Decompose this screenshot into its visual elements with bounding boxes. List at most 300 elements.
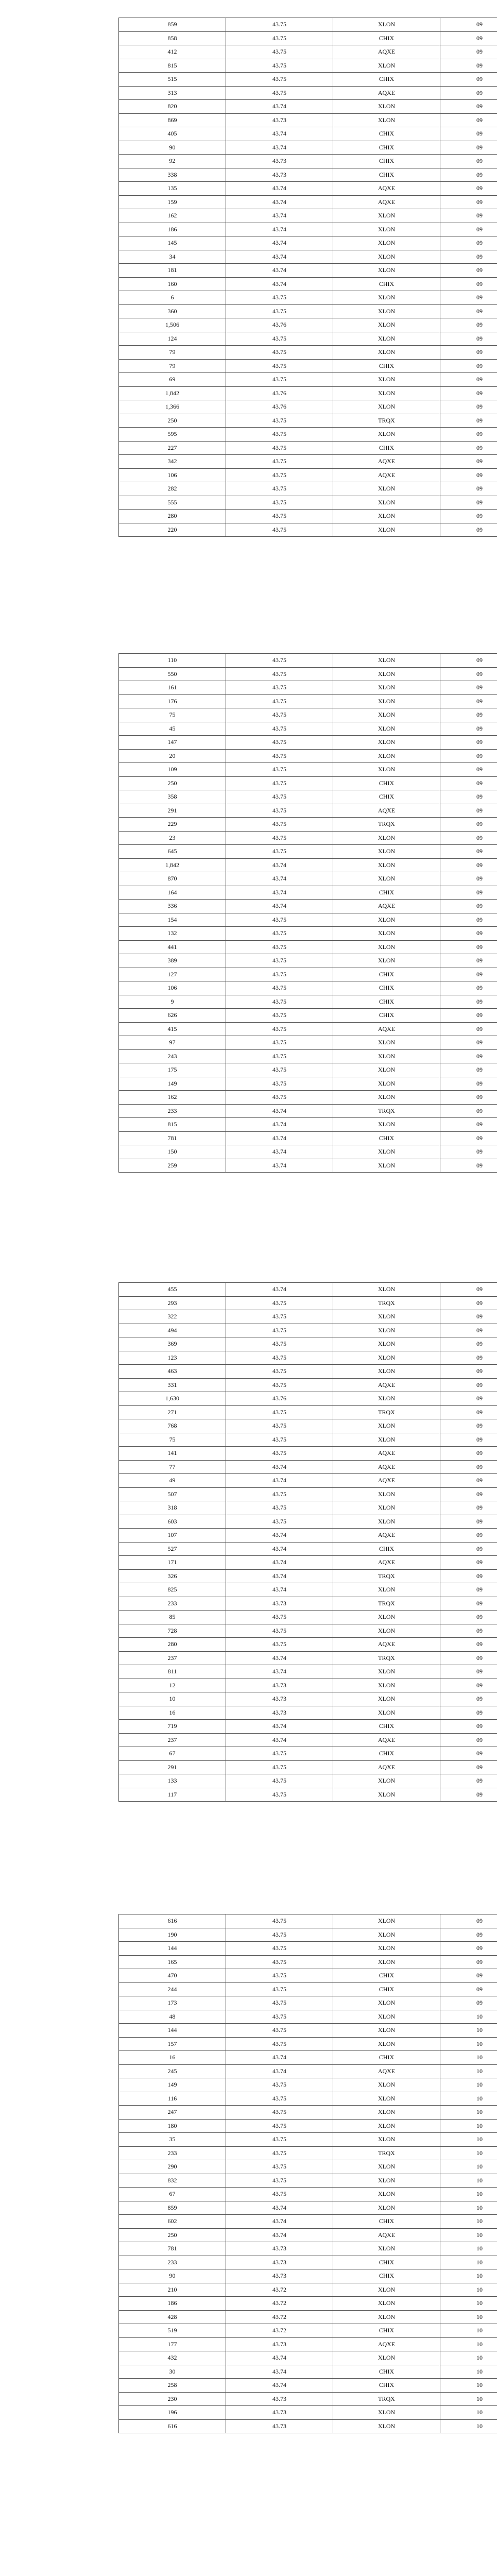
time-cell: 09 bbox=[440, 496, 497, 510]
time-cell: 09 bbox=[440, 1022, 497, 1036]
venue-cell: XLON bbox=[333, 100, 440, 114]
venue-cell: XLON bbox=[333, 940, 440, 954]
time-cell: 09 bbox=[440, 1487, 497, 1501]
price-cell: 43.72 bbox=[226, 2283, 333, 2297]
time-cell: 09 bbox=[440, 182, 497, 196]
volume-cell: 1,506 bbox=[119, 318, 226, 332]
time-cell: 09 bbox=[440, 414, 497, 428]
time-cell: 09 bbox=[440, 858, 497, 872]
price-cell: 43.74 bbox=[226, 277, 333, 291]
price-cell: 43.75 bbox=[226, 2146, 333, 2160]
table-row bbox=[119, 45, 497, 59]
table-row bbox=[119, 1692, 497, 1706]
time-cell: 09 bbox=[440, 722, 497, 736]
price-cell: 43.74 bbox=[226, 2051, 333, 2065]
table-row bbox=[119, 236, 497, 250]
volume-cell: 338 bbox=[119, 168, 226, 182]
price-cell: 43.75 bbox=[226, 776, 333, 790]
venue-cell: XLON bbox=[333, 264, 440, 278]
price-cell: 43.75 bbox=[226, 2133, 333, 2147]
volume-cell: 527 bbox=[119, 1542, 226, 1556]
venue-cell: CHIX bbox=[333, 2365, 440, 2379]
volume-cell: 210 bbox=[119, 2283, 226, 2297]
venue-cell: CHIX bbox=[333, 2215, 440, 2229]
time-cell: 09 bbox=[440, 113, 497, 127]
table-row bbox=[119, 2269, 497, 2283]
table-row bbox=[119, 2337, 497, 2351]
venue-cell: AQXE bbox=[333, 86, 440, 100]
table-body bbox=[119, 1914, 497, 2433]
venue-cell: XLON bbox=[333, 763, 440, 777]
price-cell: 43.75 bbox=[226, 968, 333, 981]
time-cell: 10 bbox=[440, 2119, 497, 2133]
venue-cell: CHIX bbox=[333, 995, 440, 1009]
table-row bbox=[119, 277, 497, 291]
volume-cell: 322 bbox=[119, 1310, 226, 1324]
price-cell: 43.75 bbox=[226, 1996, 333, 2010]
time-cell: 09 bbox=[440, 681, 497, 695]
volume-cell: 67 bbox=[119, 2188, 226, 2201]
venue-cell: XLON bbox=[333, 496, 440, 510]
venue-cell: AQXE bbox=[333, 1022, 440, 1036]
time-cell: 10 bbox=[440, 2297, 497, 2311]
time-cell: 10 bbox=[440, 2406, 497, 2420]
table-row bbox=[119, 346, 497, 360]
volume-cell: 30 bbox=[119, 2365, 226, 2379]
volume-cell: 132 bbox=[119, 927, 226, 941]
time-cell: 09 bbox=[440, 1283, 497, 1297]
volume-cell: 815 bbox=[119, 1118, 226, 1132]
venue-cell: XLON bbox=[333, 1788, 440, 1802]
time-cell: 09 bbox=[440, 141, 497, 155]
time-cell: 09 bbox=[440, 1914, 497, 1928]
volume-cell: 16 bbox=[119, 2051, 226, 2065]
volume-cell: 626 bbox=[119, 1009, 226, 1023]
venue-cell: XLON bbox=[333, 400, 440, 414]
price-cell: 43.75 bbox=[226, 73, 333, 87]
volume-cell: 159 bbox=[119, 195, 226, 209]
venue-cell: AQXE bbox=[333, 1447, 440, 1461]
table-row bbox=[119, 1036, 497, 1050]
table-row bbox=[119, 264, 497, 278]
price-cell: 43.72 bbox=[226, 2310, 333, 2324]
table-row bbox=[119, 1433, 497, 1447]
table-row bbox=[119, 1131, 497, 1145]
volume-cell: 428 bbox=[119, 2310, 226, 2324]
venue-cell: CHIX bbox=[333, 441, 440, 455]
table-row bbox=[119, 927, 497, 941]
volume-cell: 229 bbox=[119, 818, 226, 832]
volume-cell: 9 bbox=[119, 995, 226, 1009]
price-cell: 43.74 bbox=[226, 872, 333, 886]
time-cell: 10 bbox=[440, 2392, 497, 2406]
time-cell: 09 bbox=[440, 1624, 497, 1638]
price-cell: 43.75 bbox=[226, 2119, 333, 2133]
volume-cell: 106 bbox=[119, 981, 226, 995]
price-cell: 43.75 bbox=[226, 2160, 333, 2174]
venue-cell: XLON bbox=[333, 2310, 440, 2324]
table-row bbox=[119, 1665, 497, 1679]
price-cell: 43.75 bbox=[226, 2037, 333, 2051]
volume-cell: 519 bbox=[119, 2324, 226, 2338]
table-row bbox=[119, 2119, 497, 2133]
time-cell: 09 bbox=[440, 1611, 497, 1624]
table-row bbox=[119, 1942, 497, 1956]
volume-cell: 825 bbox=[119, 1583, 226, 1597]
time-cell: 10 bbox=[440, 2379, 497, 2393]
price-cell: 43.75 bbox=[226, 1942, 333, 1956]
venue-cell: XLON bbox=[333, 2010, 440, 2024]
price-cell: 43.74 bbox=[226, 1651, 333, 1665]
price-cell: 43.75 bbox=[226, 1914, 333, 1928]
volume-cell: 109 bbox=[119, 763, 226, 777]
volume-cell: 133 bbox=[119, 1774, 226, 1788]
venue-cell: XLON bbox=[333, 736, 440, 750]
table-row bbox=[119, 195, 497, 209]
venue-cell: CHIX bbox=[333, 1969, 440, 1983]
venue-cell: XLON bbox=[333, 332, 440, 346]
price-cell: 43.75 bbox=[226, 1928, 333, 1942]
time-cell: 09 bbox=[440, 654, 497, 668]
table-row bbox=[119, 790, 497, 804]
venue-cell: CHIX bbox=[333, 1982, 440, 1996]
venue-cell: XLON bbox=[333, 2406, 440, 2420]
volume-cell: 149 bbox=[119, 1077, 226, 1091]
venue-cell: XLON bbox=[333, 250, 440, 264]
venue-cell: XLON bbox=[333, 1283, 440, 1297]
table-row bbox=[119, 73, 497, 87]
table-body bbox=[119, 654, 497, 1173]
trades-table-2 bbox=[118, 653, 497, 1173]
volume-cell: 781 bbox=[119, 1131, 226, 1145]
time-cell: 09 bbox=[440, 1569, 497, 1583]
table-row bbox=[119, 59, 497, 73]
price-cell: 43.75 bbox=[226, 1091, 333, 1105]
time-cell: 10 bbox=[440, 2201, 497, 2215]
time-cell: 09 bbox=[440, 510, 497, 523]
venue-cell: AQXE bbox=[333, 804, 440, 818]
price-cell: 43.75 bbox=[226, 1487, 333, 1501]
time-cell: 10 bbox=[440, 2051, 497, 2065]
price-cell: 43.75 bbox=[226, 1969, 333, 1983]
volume-cell: 75 bbox=[119, 708, 226, 722]
venue-cell: XLON bbox=[333, 1774, 440, 1788]
time-cell: 09 bbox=[440, 913, 497, 927]
time-cell: 09 bbox=[440, 359, 497, 373]
price-cell: 43.76 bbox=[226, 318, 333, 332]
venue-cell: XLON bbox=[333, 1049, 440, 1063]
venue-cell: XLON bbox=[333, 1419, 440, 1433]
table-row bbox=[119, 482, 497, 496]
time-cell: 09 bbox=[440, 1145, 497, 1159]
time-cell: 10 bbox=[440, 2283, 497, 2297]
table-row bbox=[119, 1774, 497, 1788]
table-row bbox=[119, 127, 497, 141]
trades-table-1 bbox=[118, 18, 497, 537]
volume-cell: 165 bbox=[119, 1955, 226, 1969]
volume-cell: 389 bbox=[119, 954, 226, 968]
venue-cell: CHIX bbox=[333, 1131, 440, 1145]
venue-cell: CHIX bbox=[333, 968, 440, 981]
price-cell: 43.74 bbox=[226, 1474, 333, 1488]
volume-cell: 237 bbox=[119, 1733, 226, 1747]
venue-cell: AQXE bbox=[333, 1529, 440, 1543]
price-cell: 43.73 bbox=[226, 113, 333, 127]
price-cell: 43.74 bbox=[226, 1542, 333, 1556]
price-cell: 43.74 bbox=[226, 1104, 333, 1118]
price-cell: 43.75 bbox=[226, 1433, 333, 1447]
venue-cell: XLON bbox=[333, 1487, 440, 1501]
time-cell: 09 bbox=[440, 1324, 497, 1337]
venue-cell: AQXE bbox=[333, 45, 440, 59]
volume-cell: 432 bbox=[119, 2351, 226, 2365]
volume-cell: 405 bbox=[119, 127, 226, 141]
volume-cell: 34 bbox=[119, 250, 226, 264]
price-cell: 43.74 bbox=[226, 100, 333, 114]
time-cell: 09 bbox=[440, 168, 497, 182]
time-cell: 09 bbox=[440, 1392, 497, 1406]
table-row bbox=[119, 667, 497, 681]
time-cell: 09 bbox=[440, 1720, 497, 1734]
price-cell: 43.75 bbox=[226, 1982, 333, 1996]
table-row bbox=[119, 1542, 497, 1556]
price-cell: 43.74 bbox=[226, 2215, 333, 2229]
time-cell: 09 bbox=[440, 968, 497, 981]
volume-cell: 290 bbox=[119, 2160, 226, 2174]
time-cell: 09 bbox=[440, 441, 497, 455]
volume-cell: 147 bbox=[119, 736, 226, 750]
time-cell: 09 bbox=[440, 250, 497, 264]
time-cell: 09 bbox=[440, 776, 497, 790]
time-cell: 10 bbox=[440, 2106, 497, 2120]
table-row bbox=[119, 1324, 497, 1337]
price-cell: 43.76 bbox=[226, 386, 333, 400]
table-row bbox=[119, 386, 497, 400]
volume-cell: 35 bbox=[119, 2133, 226, 2147]
table-row bbox=[119, 2174, 497, 2188]
table-row bbox=[119, 250, 497, 264]
table-row bbox=[119, 2146, 497, 2160]
price-cell: 43.75 bbox=[226, 845, 333, 859]
volume-cell: 85 bbox=[119, 1611, 226, 1624]
time-cell: 09 bbox=[440, 804, 497, 818]
time-cell: 09 bbox=[440, 236, 497, 250]
venue-cell: CHIX bbox=[333, 2324, 440, 2338]
price-cell: 43.75 bbox=[226, 1760, 333, 1774]
volume-cell: 815 bbox=[119, 59, 226, 73]
price-cell: 43.75 bbox=[226, 441, 333, 455]
time-cell: 09 bbox=[440, 18, 497, 32]
time-cell: 09 bbox=[440, 209, 497, 223]
volume-cell: 233 bbox=[119, 2256, 226, 2269]
time-cell: 09 bbox=[440, 59, 497, 73]
volume-cell: 227 bbox=[119, 441, 226, 455]
volume-cell: 20 bbox=[119, 749, 226, 763]
venue-cell: AQXE bbox=[333, 1638, 440, 1652]
volume-cell: 110 bbox=[119, 654, 226, 668]
price-cell: 43.75 bbox=[226, 1049, 333, 1063]
price-cell: 43.74 bbox=[226, 1460, 333, 1474]
volume-cell: 90 bbox=[119, 141, 226, 155]
price-cell: 43.73 bbox=[226, 2406, 333, 2420]
time-cell: 09 bbox=[440, 1774, 497, 1788]
time-cell: 09 bbox=[440, 346, 497, 360]
time-cell: 10 bbox=[440, 2092, 497, 2106]
price-cell: 43.75 bbox=[226, 291, 333, 305]
volume-cell: 150 bbox=[119, 1145, 226, 1159]
table-row bbox=[119, 1914, 497, 1928]
time-cell: 09 bbox=[440, 1996, 497, 2010]
time-cell: 10 bbox=[440, 2310, 497, 2324]
time-cell: 09 bbox=[440, 1337, 497, 1351]
time-cell: 09 bbox=[440, 954, 497, 968]
table-row bbox=[119, 1009, 497, 1023]
price-cell: 43.75 bbox=[226, 694, 333, 708]
table-row bbox=[119, 708, 497, 722]
venue-cell: XLON bbox=[333, 1996, 440, 2010]
table-row bbox=[119, 681, 497, 695]
price-cell: 43.73 bbox=[226, 155, 333, 168]
table-row bbox=[119, 804, 497, 818]
price-cell: 43.75 bbox=[226, 1747, 333, 1761]
venue-cell: XLON bbox=[333, 373, 440, 387]
venue-cell: XLON bbox=[333, 1665, 440, 1679]
volume-cell: 869 bbox=[119, 113, 226, 127]
volume-cell: 164 bbox=[119, 886, 226, 900]
time-cell: 09 bbox=[440, 1351, 497, 1365]
volume-cell: 45 bbox=[119, 722, 226, 736]
table-row bbox=[119, 2242, 497, 2256]
table-row bbox=[119, 441, 497, 455]
venue-cell: XLON bbox=[333, 1583, 440, 1597]
volume-cell: 48 bbox=[119, 2010, 226, 2024]
price-cell: 43.76 bbox=[226, 1392, 333, 1406]
table-row bbox=[119, 1556, 497, 1570]
venue-cell: XLON bbox=[333, 1118, 440, 1132]
venue-cell: CHIX bbox=[333, 73, 440, 87]
price-cell: 43.73 bbox=[226, 1679, 333, 1692]
time-cell: 09 bbox=[440, 1679, 497, 1692]
price-cell: 43.75 bbox=[226, 1378, 333, 1392]
table-row bbox=[119, 872, 497, 886]
table-row bbox=[119, 1515, 497, 1529]
price-cell: 43.75 bbox=[226, 332, 333, 346]
price-cell: 43.75 bbox=[226, 304, 333, 318]
table-row bbox=[119, 1159, 497, 1173]
volume-cell: 719 bbox=[119, 1720, 226, 1734]
volume-cell: 342 bbox=[119, 455, 226, 469]
table-row bbox=[119, 18, 497, 32]
time-cell: 09 bbox=[440, 1091, 497, 1105]
table-row bbox=[119, 2256, 497, 2269]
volume-cell: 176 bbox=[119, 694, 226, 708]
price-cell: 43.75 bbox=[226, 373, 333, 387]
venue-cell: XLON bbox=[333, 2037, 440, 2051]
table-row bbox=[119, 2379, 497, 2393]
price-cell: 43.74 bbox=[226, 1733, 333, 1747]
venue-cell: CHIX bbox=[333, 790, 440, 804]
price-cell: 43.75 bbox=[226, 2078, 333, 2092]
time-cell: 10 bbox=[440, 2133, 497, 2147]
venue-cell: XLON bbox=[333, 113, 440, 127]
volume-cell: 127 bbox=[119, 968, 226, 981]
time-cell: 10 bbox=[440, 2324, 497, 2338]
volume-cell: 233 bbox=[119, 1104, 226, 1118]
volume-cell: 77 bbox=[119, 1460, 226, 1474]
volume-cell: 259 bbox=[119, 1159, 226, 1173]
volume-cell: 412 bbox=[119, 45, 226, 59]
venue-cell: TRQX bbox=[333, 1296, 440, 1310]
venue-cell: XLON bbox=[333, 2188, 440, 2201]
price-cell: 43.75 bbox=[226, 1337, 333, 1351]
price-cell: 43.74 bbox=[226, 858, 333, 872]
volume-cell: 859 bbox=[119, 18, 226, 32]
venue-cell: CHIX bbox=[333, 2051, 440, 2065]
table-row bbox=[119, 2283, 497, 2297]
time-cell: 09 bbox=[440, 667, 497, 681]
venue-cell: CHIX bbox=[333, 31, 440, 45]
time-cell: 09 bbox=[440, 1665, 497, 1679]
venue-cell: XLON bbox=[333, 318, 440, 332]
time-cell: 09 bbox=[440, 763, 497, 777]
volume-cell: 162 bbox=[119, 1091, 226, 1105]
table-row bbox=[119, 1022, 497, 1036]
venue-cell: XLON bbox=[333, 1337, 440, 1351]
table-row bbox=[119, 749, 497, 763]
volume-cell: 243 bbox=[119, 1049, 226, 1063]
volume-cell: 190 bbox=[119, 1928, 226, 1942]
volume-cell: 781 bbox=[119, 2242, 226, 2256]
time-cell: 10 bbox=[440, 2419, 497, 2433]
volume-cell: 616 bbox=[119, 1914, 226, 1928]
time-cell: 09 bbox=[440, 1474, 497, 1488]
volume-cell: 463 bbox=[119, 1365, 226, 1379]
time-cell: 09 bbox=[440, 1556, 497, 1570]
venue-cell: CHIX bbox=[333, 1009, 440, 1023]
volume-cell: 820 bbox=[119, 100, 226, 114]
venue-cell: XLON bbox=[333, 927, 440, 941]
price-cell: 43.75 bbox=[226, 790, 333, 804]
table-row bbox=[119, 113, 497, 127]
price-cell: 43.74 bbox=[226, 223, 333, 236]
price-cell: 43.75 bbox=[226, 2092, 333, 2106]
price-cell: 43.75 bbox=[226, 2174, 333, 2188]
price-cell: 43.73 bbox=[226, 2419, 333, 2433]
table-row bbox=[119, 1419, 497, 1433]
price-cell: 43.75 bbox=[226, 995, 333, 1009]
venue-cell: CHIX bbox=[333, 168, 440, 182]
price-cell: 43.75 bbox=[226, 1063, 333, 1077]
price-cell: 43.74 bbox=[226, 127, 333, 141]
table-row bbox=[119, 2406, 497, 2420]
venue-cell: CHIX bbox=[333, 359, 440, 373]
price-cell: 43.75 bbox=[226, 1774, 333, 1788]
venue-cell: AQXE bbox=[333, 1733, 440, 1747]
price-cell: 43.73 bbox=[226, 2269, 333, 2283]
time-cell: 09 bbox=[440, 155, 497, 168]
price-cell: 43.73 bbox=[226, 2392, 333, 2406]
table-row bbox=[119, 209, 497, 223]
price-cell: 43.75 bbox=[226, 18, 333, 32]
table-row bbox=[119, 1049, 497, 1063]
price-cell: 43.75 bbox=[226, 1955, 333, 1969]
time-cell: 09 bbox=[440, 1501, 497, 1515]
table-row bbox=[119, 818, 497, 832]
price-cell: 43.73 bbox=[226, 1597, 333, 1611]
price-cell: 43.75 bbox=[226, 763, 333, 777]
venue-cell: TRQX bbox=[333, 1104, 440, 1118]
time-cell: 09 bbox=[440, 1638, 497, 1652]
